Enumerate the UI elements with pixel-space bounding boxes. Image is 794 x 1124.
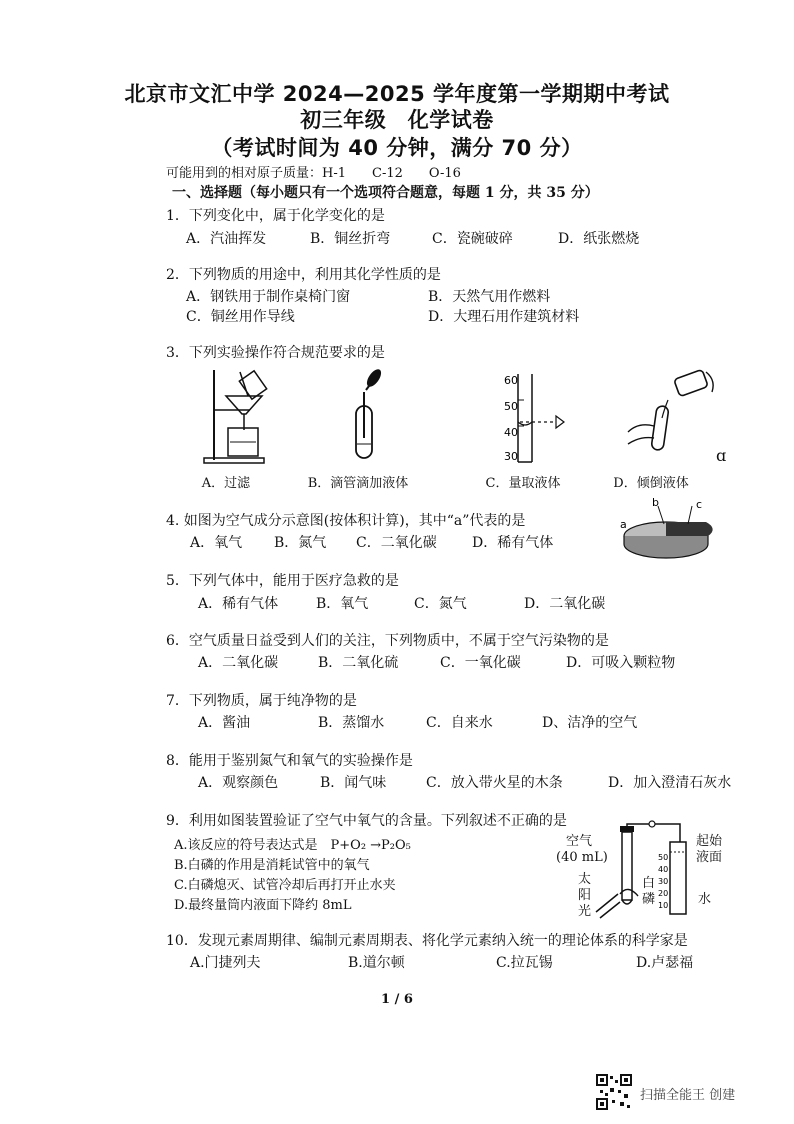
q4-option-c[interactable]: C．二氧化碳	[356, 535, 437, 551]
question-7-options	[0, 712, 794, 730]
pie-label-c: c	[696, 498, 703, 511]
dropper-figure	[344, 366, 394, 466]
q5-option-a[interactable]: A．稀有气体	[198, 596, 279, 612]
qr-code-icon	[596, 1074, 632, 1110]
app-tick-20: 20	[658, 889, 669, 898]
exam-subtitle: 初三年级 化学试卷	[300, 108, 494, 132]
q9-option-c[interactable]: C.白磷熄灭、试管冷却后再打开止水夹	[174, 878, 396, 893]
q7-option-a[interactable]: A．酱油	[198, 715, 251, 731]
question-5-stem: 5．下列气体中，能用于医疗急救的是	[166, 573, 399, 589]
filtration-figure	[200, 366, 280, 466]
cyl-tick-60: 60	[504, 374, 518, 387]
question-7-stem: 7．下列物质，属于纯净物的是	[166, 693, 357, 709]
q7-option-d[interactable]: D、洁净的空气	[542, 715, 638, 731]
q5-option-c[interactable]: C．氮气	[414, 596, 467, 612]
cyl-tick-30: 30	[504, 450, 518, 463]
app-tick-50: 50	[658, 853, 669, 862]
question-6-stem: 6．空气质量日益受到人们的关注，下列物质中，不属于空气污染物的是	[166, 633, 609, 649]
q4-option-b[interactable]: B．氮气	[274, 535, 327, 551]
water-label: 水	[698, 892, 712, 907]
q5-option-b[interactable]: B．氧气	[316, 596, 369, 612]
section-heading: 一、选择题（每小题只有一个选项符合题意，每题 1 分，共 35 分）	[172, 185, 599, 201]
question-8-options	[0, 772, 794, 790]
oxygen-apparatus-figure	[590, 822, 700, 922]
cyl-tick-40: 40	[504, 426, 518, 439]
q6-option-a[interactable]: A．二氧化碳	[198, 655, 279, 671]
question-5-options	[0, 593, 794, 611]
question-9-stem: 9．利用如图装置验证了空气中氧气的含量。下列叙述不正确的是	[166, 813, 567, 829]
q2-option-c[interactable]: C．铜丝用作导线	[186, 309, 295, 325]
stray-mark: ɑ	[716, 446, 727, 465]
scanner-watermark: 扫描全能王 创建	[640, 1088, 736, 1103]
q4-option-d[interactable]: D．稀有气体	[472, 535, 554, 551]
q6-option-b[interactable]: B．二氧化硫	[318, 655, 399, 671]
question-4-stem: 4. 如图为空气成分示意图(按体积计算)，其中“a”代表的是	[166, 513, 526, 529]
q1-option-a[interactable]: A．汽油挥发	[186, 231, 267, 247]
cyl-tick-50: 50	[504, 400, 518, 413]
pouring-figure	[624, 366, 727, 466]
q10-option-d[interactable]: D.卢瑟福	[636, 955, 694, 971]
question-9-options	[0, 834, 560, 914]
measuring-cylinder-figure	[498, 370, 578, 466]
atomic-masses: 可能用到的相对原子质量：H-1 C-12 O-16	[166, 166, 461, 181]
q1-option-d[interactable]: D．纸张燃烧	[558, 231, 640, 247]
q9-option-a[interactable]: A.该反应的符号表达式是 P+O₂ →P₂O₅	[174, 838, 411, 853]
question-3-stem: 3．下列实验操作符合规范要求的是	[166, 345, 385, 361]
q5-option-d[interactable]: D．二氧化碳	[524, 596, 606, 612]
q8-option-c[interactable]: C．放入带火星的木条	[426, 775, 563, 791]
question-1-options	[0, 228, 794, 246]
q1-option-c[interactable]: C．瓷碗破碎	[432, 231, 513, 247]
exam-title: 北京市文汇中学 2024—2025 学年度第一学期期中考试	[124, 82, 670, 106]
q9-option-d[interactable]: D.最终量筒内液面下降约 8mL	[174, 898, 352, 913]
page-number: 1 / 6	[381, 992, 413, 1007]
question-6-options	[0, 652, 794, 670]
q2-option-d[interactable]: D．大理石用作建筑材料	[428, 309, 580, 325]
pie-label-a: a	[620, 518, 627, 531]
question-2-options	[0, 286, 794, 326]
q10-option-a[interactable]: A.门捷列夫	[190, 955, 261, 971]
app-tick-30: 30	[658, 877, 669, 886]
q3-option-c[interactable]: C．量取液体	[485, 476, 561, 491]
q9-option-b[interactable]: B.白磷的作用是消耗试管中的氧气	[174, 858, 370, 873]
question-8-stem: 8．能用于鉴别氮气和氧气的实验操作是	[166, 753, 413, 769]
start-level-label: 起始液面	[696, 834, 723, 865]
q3-option-d[interactable]: D．倾倒液体	[613, 476, 689, 491]
question-10-options	[0, 952, 794, 970]
q3-option-a[interactable]: A．过滤	[201, 476, 251, 491]
app-tick-10: 10	[658, 901, 669, 910]
sunlight-label: 太阳光	[578, 872, 592, 919]
q10-option-c[interactable]: C.拉瓦锡	[496, 955, 553, 971]
white-phosphorus-label: 白磷	[642, 876, 656, 907]
question-10-stem: 10．发现元素周期律、编制元素周期表、将化学元素纳入统一的理论体系的科学家是	[166, 933, 688, 949]
q7-option-c[interactable]: C．自来水	[426, 715, 493, 731]
q6-option-c[interactable]: C．一氧化碳	[440, 655, 521, 671]
question-2-stem: 2．下列物质的用途中，利用其化学性质的是	[166, 267, 441, 283]
q8-option-a[interactable]: A．观察颜色	[198, 775, 279, 791]
q7-option-b[interactable]: B．蒸馏水	[318, 715, 385, 731]
q6-option-d[interactable]: D．可吸入颗粒物	[566, 655, 676, 671]
air-volume-label: (40 mL)	[556, 850, 608, 865]
pie-label-b: b	[652, 496, 659, 509]
q2-option-b[interactable]: B．天然气用作燃料	[428, 289, 551, 305]
q10-option-b[interactable]: B.道尔顿	[348, 955, 405, 971]
question-1-stem: 1．下列变化中，属于化学变化的是	[166, 208, 385, 224]
air-label: 空气	[566, 834, 593, 849]
q2-option-a[interactable]: A．钢铁用于制作桌椅门窗	[186, 289, 351, 305]
q8-option-d[interactable]: D．加入澄清石灰水	[608, 775, 732, 791]
q1-option-b[interactable]: B．铜丝折弯	[310, 231, 391, 247]
air-composition-pie	[618, 496, 718, 560]
app-tick-40: 40	[658, 865, 669, 874]
q3-option-b[interactable]: B．滴管滴加液体	[307, 476, 409, 491]
exam-time-info: （考试时间为 40 分钟，满分 70 分）	[211, 136, 583, 160]
q8-option-b[interactable]: B．闻气味	[320, 775, 387, 791]
q4-option-a[interactable]: A．氧气	[190, 535, 243, 551]
